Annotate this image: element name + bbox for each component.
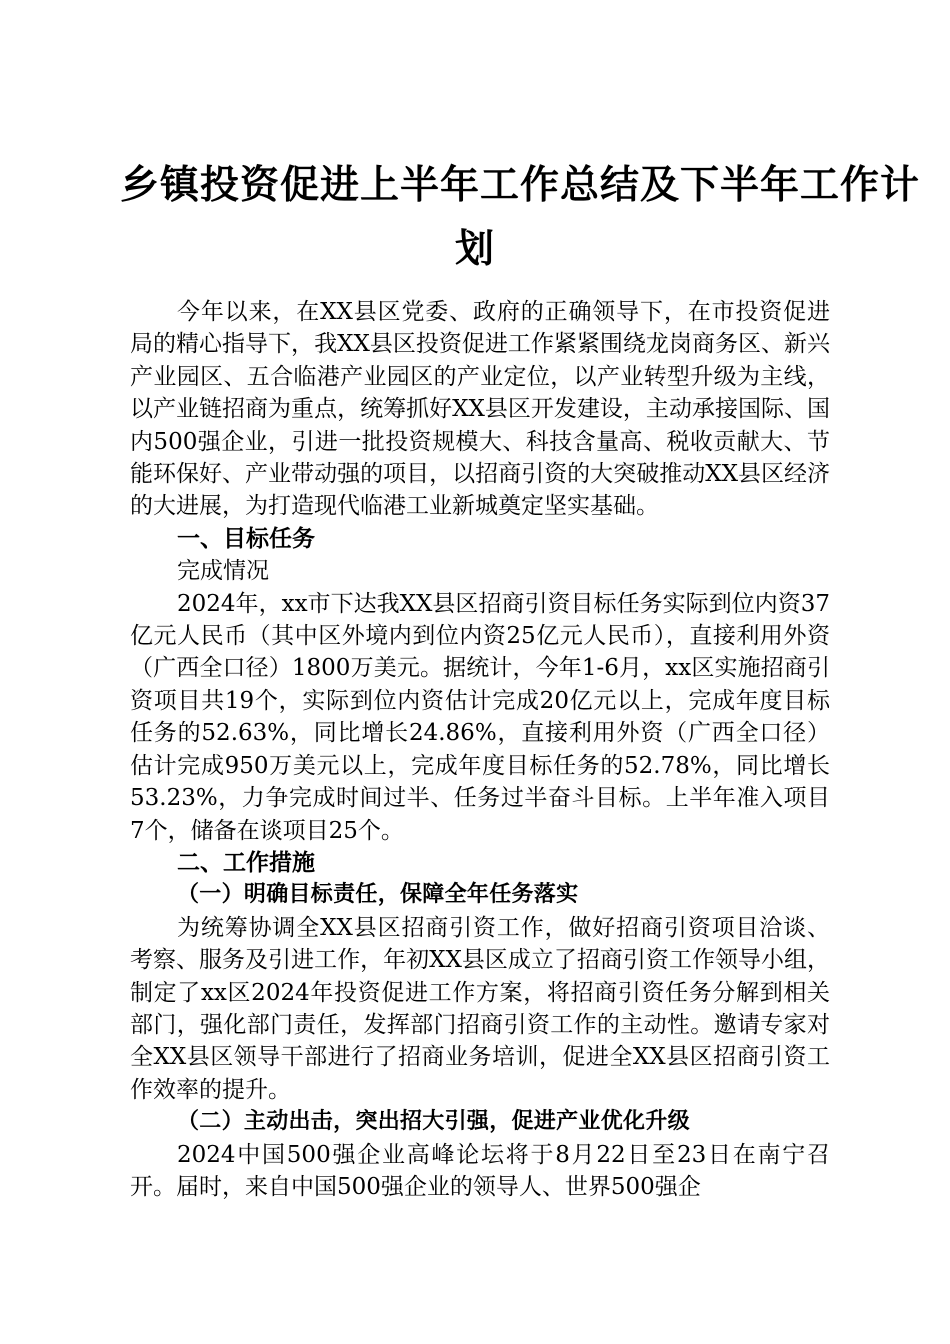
completion-paragraph: 2024年，xx市下达我XX县区招商引资目标任务实际到位内资37亿元人民币（其中区外境内到位内资25亿元人民币），直接利用外资（广西全口径）1800万美元。据统计，今年1-6月，xx区实施招商引资项目共19个，实际到位内资估计完成20亿元以上，完成年度目标任务的52.63%，同比增长24.86%，直接利用外资（广西全口径）估计完成950万美元以上，完成年度目标任务的52.78%，同比增长53.23%，力争完成时间过半、任务过半奋斗目标。上半年准入项目7个，储备在谈项目25个。 <box>130 590 830 844</box>
responsibility-paragraph: 为统筹协调全XX县区招商引资工作，做好招商引资项目洽谈、考察、服务及引进工作，年初XX县区成立了招商引资工作领导小组，制定了xx区2024年投资促进工作方案，将招商引资任务分解到相关部门，强化部门责任，发挥部门招商引资工作的主动性。邀请专家对全XX县区领导干部进行了招商业务培训，促进全XX县区招商引资工作效率的提升。 <box>130 914 830 1103</box>
initiative-paragraph: 2024中国500强企业高峰论坛将于8月22日至23日在南宁召开。届时，来自中国500强企业的领导人、世界500强企 <box>130 1141 830 1200</box>
document-body <box>130 296 830 1203</box>
section-heading-measures: 二、工作措施 <box>177 849 315 876</box>
subsection-heading-responsibility: （一）明确目标责任，保障全年任务落实 <box>177 882 579 908</box>
document-title-line-1: 乡镇投资促进上半年工作总结及下半年工作计 <box>120 163 921 208</box>
section-heading-goals: 一、目标任务 <box>177 525 315 552</box>
subheading-completion: 完成情况 <box>177 558 269 585</box>
intro-paragraph: 今年以来，在XX县区党委、政府的正确领导下，在市投资促进局的精心指导下，我XX县区投资促进工作紧紧围绕龙岗商务区、新兴产业园区、五合临港产业园区的产业定位，以产业转型升级为主线，以产业链招商为重点，统筹抓好XX县区开发建设，主动承接国际、国内500强企业，引进一批投资规模大、科技含量高、税收贡献大、节能环保好、产业带动强的项目，以招商引资的大突破推动XX县区经济的大进展，为打造现代临港工业新城奠定坚实基础。 <box>130 299 830 520</box>
document-title-line-2: 划 <box>454 227 495 272</box>
subsection-heading-initiative: （二）主动出击，突出招大引强，促进产业优化升级 <box>177 1109 690 1135</box>
